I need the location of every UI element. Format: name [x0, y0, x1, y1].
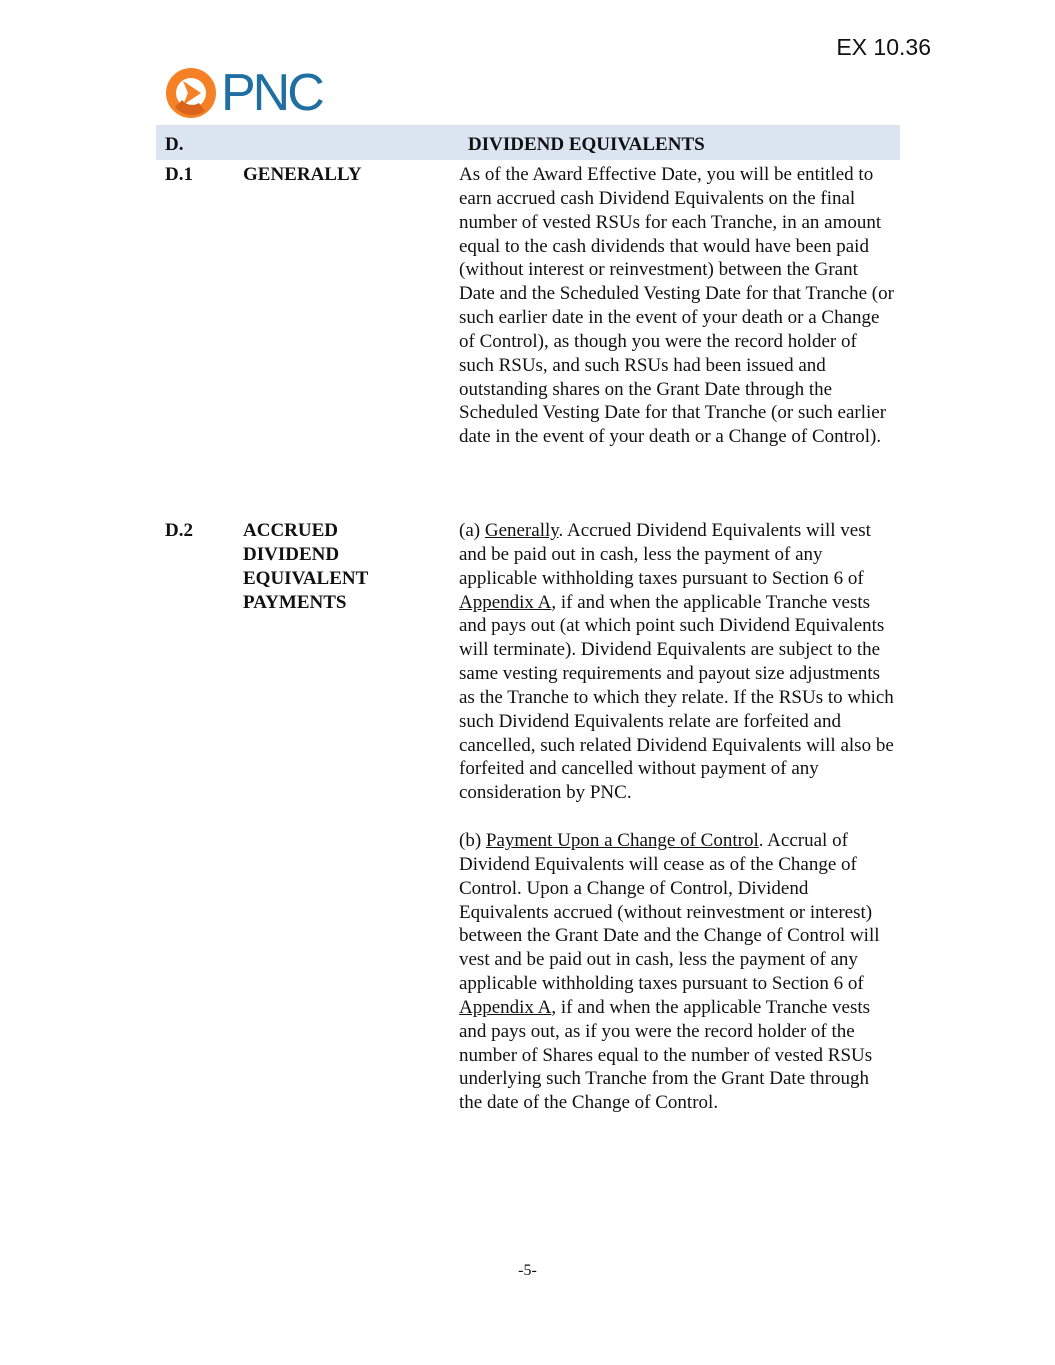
- subclause-b: [459, 829, 895, 1115]
- section-number: D.: [165, 134, 184, 155]
- appendix-a-link[interactable]: Appendix A: [459, 591, 552, 613]
- section-title: DIVIDEND EQUIVALENTS: [468, 134, 705, 155]
- label-line: ACCRUED: [243, 520, 338, 541]
- clause-body: [459, 519, 895, 1139]
- subclause-heading: Generally: [484, 520, 559, 541]
- logo-text: PNC: [221, 64, 322, 122]
- label-line: PAYMENTS: [243, 592, 347, 613]
- clause-number: D.2: [165, 520, 193, 541]
- pnc-logo-icon: [165, 67, 217, 119]
- exhibit-label: EX 10.36: [836, 34, 931, 60]
- subclause-heading: Payment Upon a Change of Control: [485, 829, 759, 851]
- subclause-a: [459, 519, 895, 805]
- subclause-text: . Accrual of Dividend Equivalents will cease as of the Change of Control. Upon a Change of Control, Dividend Equivalents accrued (without reinvestment or interest) between the Grant Date and the Change of Control will vest and be paid out in cash, less the payment of any applicable withholding taxes pursuant to Section 6 of: [459, 829, 880, 995]
- pnc-logo: [165, 66, 322, 120]
- clause-label: [243, 519, 443, 615]
- label-line: DIVIDEND: [243, 544, 340, 565]
- section-header: [156, 125, 900, 160]
- clause-label: GENERALLY: [243, 164, 362, 185]
- subclause-text: , if and when the applicable Tranche vests and pays out, as if you were the record holder of the number of Shares equal to the number of vested RSUs underlying such Tranche from the Grant Date through the date of the Change of Control.: [459, 996, 873, 1114]
- label-line: EQUIVALENT: [243, 568, 369, 589]
- clause-number: D.1: [165, 164, 193, 185]
- page-number: -5-: [518, 1262, 537, 1279]
- clause-body: [459, 163, 895, 473]
- appendix-a-link[interactable]: Appendix A: [459, 996, 552, 1018]
- subclause-text: . Accrued Dividend Equivalents will vest and be paid out in cash, less the payment of any applicable withholding taxes pursuant to Section 6 of: [459, 520, 871, 589]
- subclause-text: , if and when the applicable Tranche vests and pays out (at which point such Dividend Equivalents will terminate). Dividend Equivalents are subject to the same vesting requirements and payout size adjustments as the Tranche to which they relate. If the RSUs to which such Dividend Equivalents relate are forfeited and cancelled, such related Dividend Equivalents will also be forfeited and cancelled without payment of any consideration by PNC.: [459, 591, 894, 804]
- clause-text: As of the Award Effective Date, you will be entitled to earn accrued cash Dividend Equivalents on the final number of vested RSUs for each Tranche, in an amount equal to the cash dividends that would have been paid (without interest or reinvestment) between the Grant Date and the Scheduled Vesting Date for that Tranche (or such earlier date in the event of your death or a Change of Control), as though you were the record holder of such RSUs, and such RSUs had been issued and outstanding shares on the Grant Date through the Scheduled Vesting Date for that Tranche (or such earlier date in the event of your death or a Change of Control).: [459, 164, 894, 448]
- subclause-prefix: (b): [459, 829, 486, 851]
- subclause-prefix: (a): [459, 520, 485, 541]
